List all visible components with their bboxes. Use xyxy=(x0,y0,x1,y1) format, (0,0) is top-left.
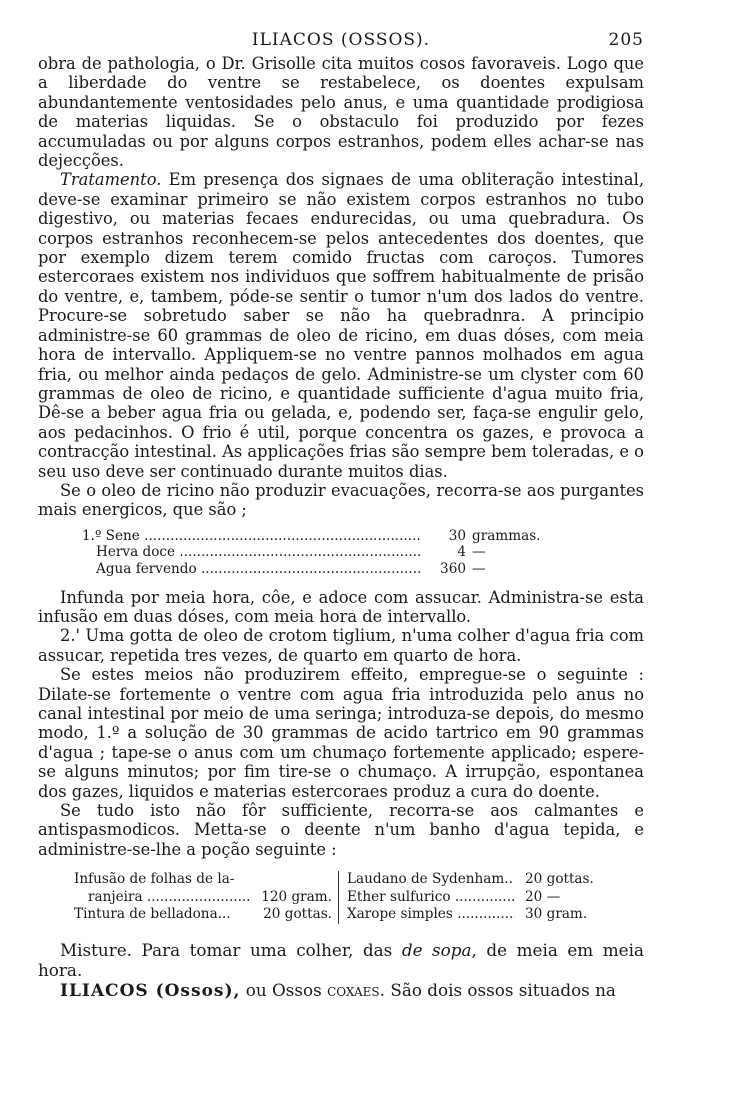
recipe-qty: 360 xyxy=(440,560,466,577)
paragraph-misture xyxy=(38,940,644,980)
page-number: 205 xyxy=(608,30,644,50)
recipe-row xyxy=(347,906,607,924)
paragraph: Se o oleo de ricino não produzir evacuações, recorra-se aos purgantes mais energicos, que são ; xyxy=(38,480,644,520)
recipe-item: Ether sulfurico ..... xyxy=(347,889,515,907)
recipe-qty: 120 gram. xyxy=(261,888,332,905)
paragraph: Se tudo isto não fôr sufficiente, recorra-se aos calmantes e antispasmodicos. Metta-se o deente n'um banho d'agua tepida, e administre-se-lhe a poção seguinte : xyxy=(38,801,644,859)
text-run-smallcaps: coxaes xyxy=(327,980,380,1000)
recipe-qty: 4 xyxy=(457,544,466,561)
book-page xyxy=(38,30,644,1001)
recipe-qty: 30 xyxy=(448,527,466,544)
text-run: ou Ossos xyxy=(240,980,328,1000)
text-run-italic: de sopa xyxy=(401,940,472,960)
text-run: , de meia em meia hora. xyxy=(38,940,644,980)
recipe-unit: grammas. xyxy=(472,527,541,544)
recipe-item: ranjeira ..... xyxy=(88,889,250,907)
recipe-item: Agua fervendo ..... xyxy=(96,561,422,578)
recipe-unit: — xyxy=(472,544,486,561)
recipe-column-left xyxy=(74,871,338,924)
recipe-item: Xarope simples ..... xyxy=(347,906,515,924)
recipe-row xyxy=(74,871,338,889)
recipe-row xyxy=(74,906,338,924)
recipe-row xyxy=(82,561,542,578)
page-body xyxy=(38,54,644,1001)
recipe-qty: 20 gottas. xyxy=(525,871,594,888)
recipe-qty xyxy=(250,871,338,889)
recipe-item: Laudano de Sydenham.. xyxy=(347,871,513,888)
recipe-qty: 20 — xyxy=(525,888,561,905)
section-label: Tratamento. xyxy=(60,170,162,190)
text-run: . São dois ossos situados na xyxy=(379,980,616,1000)
paragraph-tratamento xyxy=(38,170,644,481)
recipe-row xyxy=(82,544,542,561)
recipe-list xyxy=(82,528,542,578)
recipe-item: Herva doce ..... xyxy=(96,544,422,561)
entry-headword: ILIACOS (Ossos), xyxy=(60,981,241,1001)
recipe-item: 1.º Sene ..... xyxy=(82,528,422,545)
paragraph: obra de pathologia, o Dr. Grisolle cita muitos cosos favoraveis. Logo que a liberdade do ventre se restabelece, os doentes expulsam abundantemente ventosidades pelo anus, e uma quantidade prodigiosa de materias liquidas. Se o obstaculo foi produzido por fezes accumuladas ou por alguns corpos estranhos, podem elles achar-se nas dejecções. xyxy=(38,54,644,171)
page-title: ILIACOS (OSSOS). xyxy=(251,30,431,50)
paragraph: Infunda por meia hora, côe, e adoce com assucar. Administra-se esta infusão em duas dóses, com meia hora de intervallo. xyxy=(38,587,644,626)
paragraph: Se estes meios não produzirem effeito, empregue-se o seguinte : Dilate-se fortemente o ventre com agua fria introduzida pelo anus no canal intestinal por meio de uma seringa; introduza-se depois, do mesmo modo, 1.º a solução de 30 grammas de acido tartrico em 90 grammas d'agua ; tape-se o anus com um chumaço fortemente applicado; espere-se alguns minutos; por fim tire-se o chumaço. A irrupção, espontanea dos gazes, liquidos e materias estercoraes produz a cura do doente. xyxy=(38,665,644,801)
recipe-item: Infusão de folhas de la- xyxy=(74,871,235,888)
recipe-row xyxy=(347,871,607,889)
recipe-column-right xyxy=(338,871,607,924)
text-run: Misture. Para tomar uma colher, das xyxy=(60,940,402,960)
recipe-qty: 20 gottas. xyxy=(263,906,332,923)
paragraph-text: Em presença dos signaes de uma obliteração intestinal, deve-se examinar primeiro se não existem corpos estranhos no tubo digestivo, ou materias fecaes endurecidas, ou uma quebradura. Os corpos estranhos reconhecem-se pelos antecedentes dos doentes, que por exemplo dizem terem comido fructas com caroços. Tumores estercoraes existem nos individuos que soffrem habitualmente de prisão do ventre, e, tambem, póde-se sentir o tumor n'um dos lados do ventre. Procure-se sobretudo saber se não ha quebradnra. A principio administre-se 60 grammas de oleo de ricino, em duas dóses, com meia hora de intervallo. Appliquem-se no ventre pannos molhados em agua fria, ou melhor ainda pedaços de gelo. Administre-se um clyster com 60 grammas de oleo de ricino, e quantidade sufficiente d'agua muito fria, Dê-se a beber agua fria ou gelada, e, podendo ser, faça-se engulir gelo, aos pedacinhos. O frio é util, porque concentra os gazes, e provoca a contracção intestinal. As applicações frias são sempre bem toleradas, e o seu uso deve ser continuado durante muitos dias. xyxy=(38,170,644,481)
running-header xyxy=(38,30,644,54)
recipe-row xyxy=(74,889,338,907)
recipe-item: Tintura de belladona... xyxy=(74,906,231,923)
recipe-row xyxy=(347,889,607,907)
recipe-qty: 30 gram. xyxy=(525,906,588,923)
dictionary-entry xyxy=(38,980,644,1001)
recipe-row xyxy=(82,528,542,545)
potion-recipe xyxy=(74,871,644,924)
paragraph: 2.' Uma gotta de oleo de crotom tiglium, n'uma colher d'agua fria com assucar, repetida tres vezes, de quarto em quarto de hora. xyxy=(38,626,644,665)
recipe-unit: — xyxy=(472,560,486,577)
